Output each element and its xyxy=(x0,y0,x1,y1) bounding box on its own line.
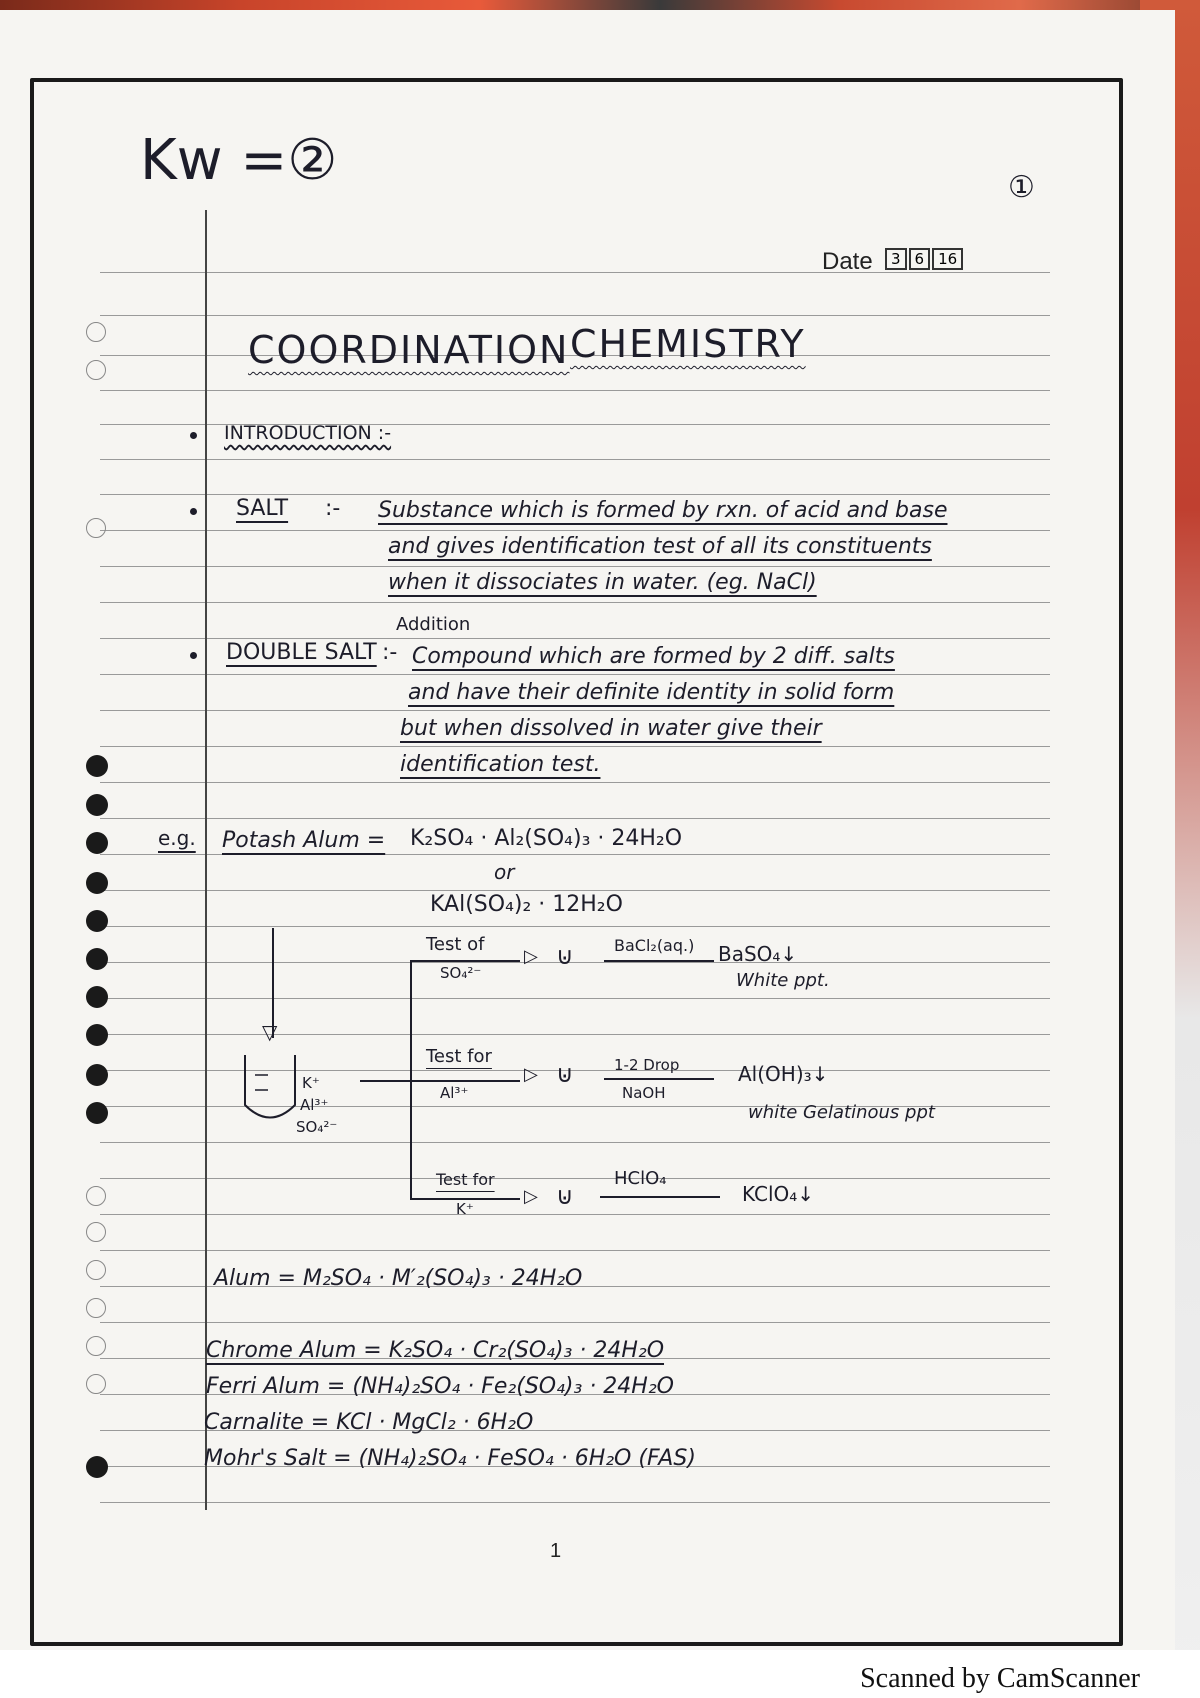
test-1-note: White ppt. xyxy=(736,970,830,991)
test-3-bottom: K⁺ xyxy=(456,1200,474,1218)
test-2-reagent: 1-2 Drop xyxy=(614,1056,680,1074)
test-1-reaction-arrow xyxy=(604,960,714,962)
test-3-reagent: HClO₄ xyxy=(614,1168,667,1189)
test-1-tube-icon: ⊍ xyxy=(556,942,574,970)
date-day: 3 xyxy=(885,248,907,270)
binding-hole xyxy=(86,1298,106,1318)
bullet xyxy=(190,652,197,659)
branch-1-line xyxy=(410,960,520,962)
date-boxes xyxy=(885,248,963,270)
test-3-tube-icon: ⊍ xyxy=(556,1182,574,1210)
intro-heading: INTRODUCTION :- xyxy=(224,422,392,444)
salt-line-2: and gives identification test of all its constituents xyxy=(388,534,932,559)
corner-note: Kw =② xyxy=(140,128,338,193)
ion-k: K⁺ xyxy=(302,1074,320,1092)
potash-alum-formula-2: KAl(SO₄)₂ · 12H₂O xyxy=(430,892,623,917)
test-3-arrow-icon: ▷ xyxy=(524,1186,538,1207)
ruled-line xyxy=(100,494,1050,495)
bullet xyxy=(190,508,197,515)
ruled-line xyxy=(100,390,1050,391)
binding-hole xyxy=(86,948,108,970)
date-year: 16 xyxy=(932,248,963,270)
binding-hole xyxy=(86,986,108,1008)
binding-hole xyxy=(86,1102,108,1124)
or-text: or xyxy=(494,860,515,884)
salt-separator: :- xyxy=(325,496,341,521)
ruled-line xyxy=(100,272,1050,273)
test-2-arrow-icon: ▷ xyxy=(524,1064,538,1085)
ion-so4: SO₄²⁻ xyxy=(296,1118,338,1136)
test-1-arrow-icon: ▷ xyxy=(524,946,538,967)
salt-line-1: Substance which is formed by rxn. of acid and base xyxy=(378,498,948,523)
beaker-icon xyxy=(240,1050,300,1130)
page-circle-number: ① xyxy=(1008,170,1035,205)
carnalite: Carnalite = KCl · MgCl₂ · 6H₂O xyxy=(204,1410,534,1435)
binding-hole xyxy=(86,322,106,342)
ruled-line xyxy=(100,854,1050,855)
ruled-line xyxy=(100,1142,1050,1143)
ruled-line xyxy=(100,1502,1050,1503)
binding-hole xyxy=(86,518,106,538)
ruled-line xyxy=(100,602,1050,603)
binding-hole xyxy=(86,1186,106,1206)
bullet xyxy=(190,432,197,439)
test-2-top: Test for xyxy=(426,1046,492,1067)
double-salt-label: DOUBLE SALT xyxy=(226,640,377,665)
salt-line-3: when it dissociates in water. (eg. NaCl) xyxy=(388,570,817,595)
binding-hole xyxy=(86,1064,108,1086)
title-word-1: COORDINATION xyxy=(248,328,570,372)
binding-hole xyxy=(86,1222,106,1242)
binding-hole xyxy=(86,794,108,816)
chrome-alum: Chrome Alum = K₂SO₄ · Cr₂(SO₄)₃ · 24H₂O xyxy=(206,1338,665,1363)
binding-hole xyxy=(86,1260,106,1280)
binding-hole xyxy=(86,1024,108,1046)
ruled-line xyxy=(100,530,1050,531)
ruled-line xyxy=(100,1214,1050,1215)
ruled-line xyxy=(100,998,1050,999)
ruled-line xyxy=(100,1178,1050,1179)
ruled-line xyxy=(100,818,1050,819)
example-eg: e.g. xyxy=(158,826,196,850)
title-word-2: CHEMISTRY xyxy=(570,322,806,366)
notebook-page xyxy=(0,10,1175,1698)
ruled-line xyxy=(100,638,1050,639)
potash-alum-formula-1: K₂SO₄ · Al₂(SO₄)₃ · 24H₂O xyxy=(410,826,683,851)
ruled-line xyxy=(100,1034,1050,1035)
ruled-line xyxy=(100,782,1050,783)
binding-hole xyxy=(86,1336,106,1356)
alum-general-formula: Alum = M₂SO₄ · M′₂(SO₄)₃ · 24H₂O xyxy=(214,1266,583,1291)
ruled-line xyxy=(100,459,1050,460)
ruled-line xyxy=(100,1322,1050,1323)
double-salt-line-1: Compound which are formed by 2 diff. salts xyxy=(412,644,895,669)
salt-label: SALT xyxy=(236,496,289,521)
ruled-line xyxy=(100,710,1050,711)
binding-hole xyxy=(86,872,108,894)
test-3-top: Test for xyxy=(436,1170,495,1189)
ruled-line xyxy=(100,1250,1050,1251)
test-2-tube-icon: ⊍ xyxy=(556,1060,574,1088)
ferri-alum: Ferri Alum = (NH₄)₂SO₄ · Fe₂(SO₄)₃ · 24H₂O xyxy=(206,1374,674,1399)
margin-line xyxy=(205,210,207,1510)
potash-alum-label: Potash Alum = xyxy=(222,828,386,853)
test-3-product: KClO₄↓ xyxy=(742,1182,815,1206)
binding-hole xyxy=(86,832,108,854)
test-2-product: Al(OH)₃↓ xyxy=(738,1062,829,1086)
ruled-line xyxy=(100,746,1050,747)
ruled-line xyxy=(100,962,1050,963)
binding-hole xyxy=(86,1374,106,1394)
page-border xyxy=(30,78,1123,1646)
test-2-bottom: Al³⁺ xyxy=(440,1084,469,1102)
ruled-line xyxy=(100,566,1050,567)
test-2-reagent-2: NaOH xyxy=(622,1084,666,1102)
scanner-watermark: Scanned by CamScanner xyxy=(860,1663,1140,1694)
test-1-top: Test of xyxy=(426,934,485,955)
branch-2-line xyxy=(410,1080,520,1082)
test-1-bottom: SO₄²⁻ xyxy=(440,964,482,982)
down-arrow-head-icon: ▽ xyxy=(262,1020,278,1044)
test-2-note: white Gelatinous ppt xyxy=(748,1102,935,1123)
binding-hole xyxy=(86,755,108,777)
test-1-product: BaSO₄↓ xyxy=(718,942,798,966)
ion-al: Al³⁺ xyxy=(300,1096,329,1114)
date-label: Date xyxy=(822,248,873,275)
binding-hole xyxy=(86,910,108,932)
test-1-reagent: BaCl₂(aq.) xyxy=(614,936,695,955)
double-salt-insert: Addition xyxy=(396,614,471,635)
double-salt-line-2: and have their definite identity in solid form xyxy=(408,680,895,705)
mohrs-salt: Mohr's Salt = (NH₄)₂SO₄ · FeSO₄ · 6H₂O (FAS) xyxy=(204,1446,696,1471)
ruled-line xyxy=(100,674,1050,675)
ruled-line xyxy=(100,926,1050,927)
ruled-line xyxy=(100,890,1050,891)
test-2-reaction-arrow xyxy=(604,1078,714,1080)
branch-connector xyxy=(360,1080,412,1082)
double-salt-separator: :- xyxy=(382,640,398,665)
double-salt-line-3: but when dissolved in water give their xyxy=(400,716,822,741)
page-number: 1 xyxy=(550,1540,562,1562)
ruled-line xyxy=(100,315,1050,316)
binding-hole xyxy=(86,360,106,380)
double-salt-line-4: identification test. xyxy=(400,752,601,777)
binding-hole xyxy=(86,1456,108,1478)
test-3-reaction-arrow xyxy=(600,1196,720,1198)
date-month: 6 xyxy=(909,248,931,270)
